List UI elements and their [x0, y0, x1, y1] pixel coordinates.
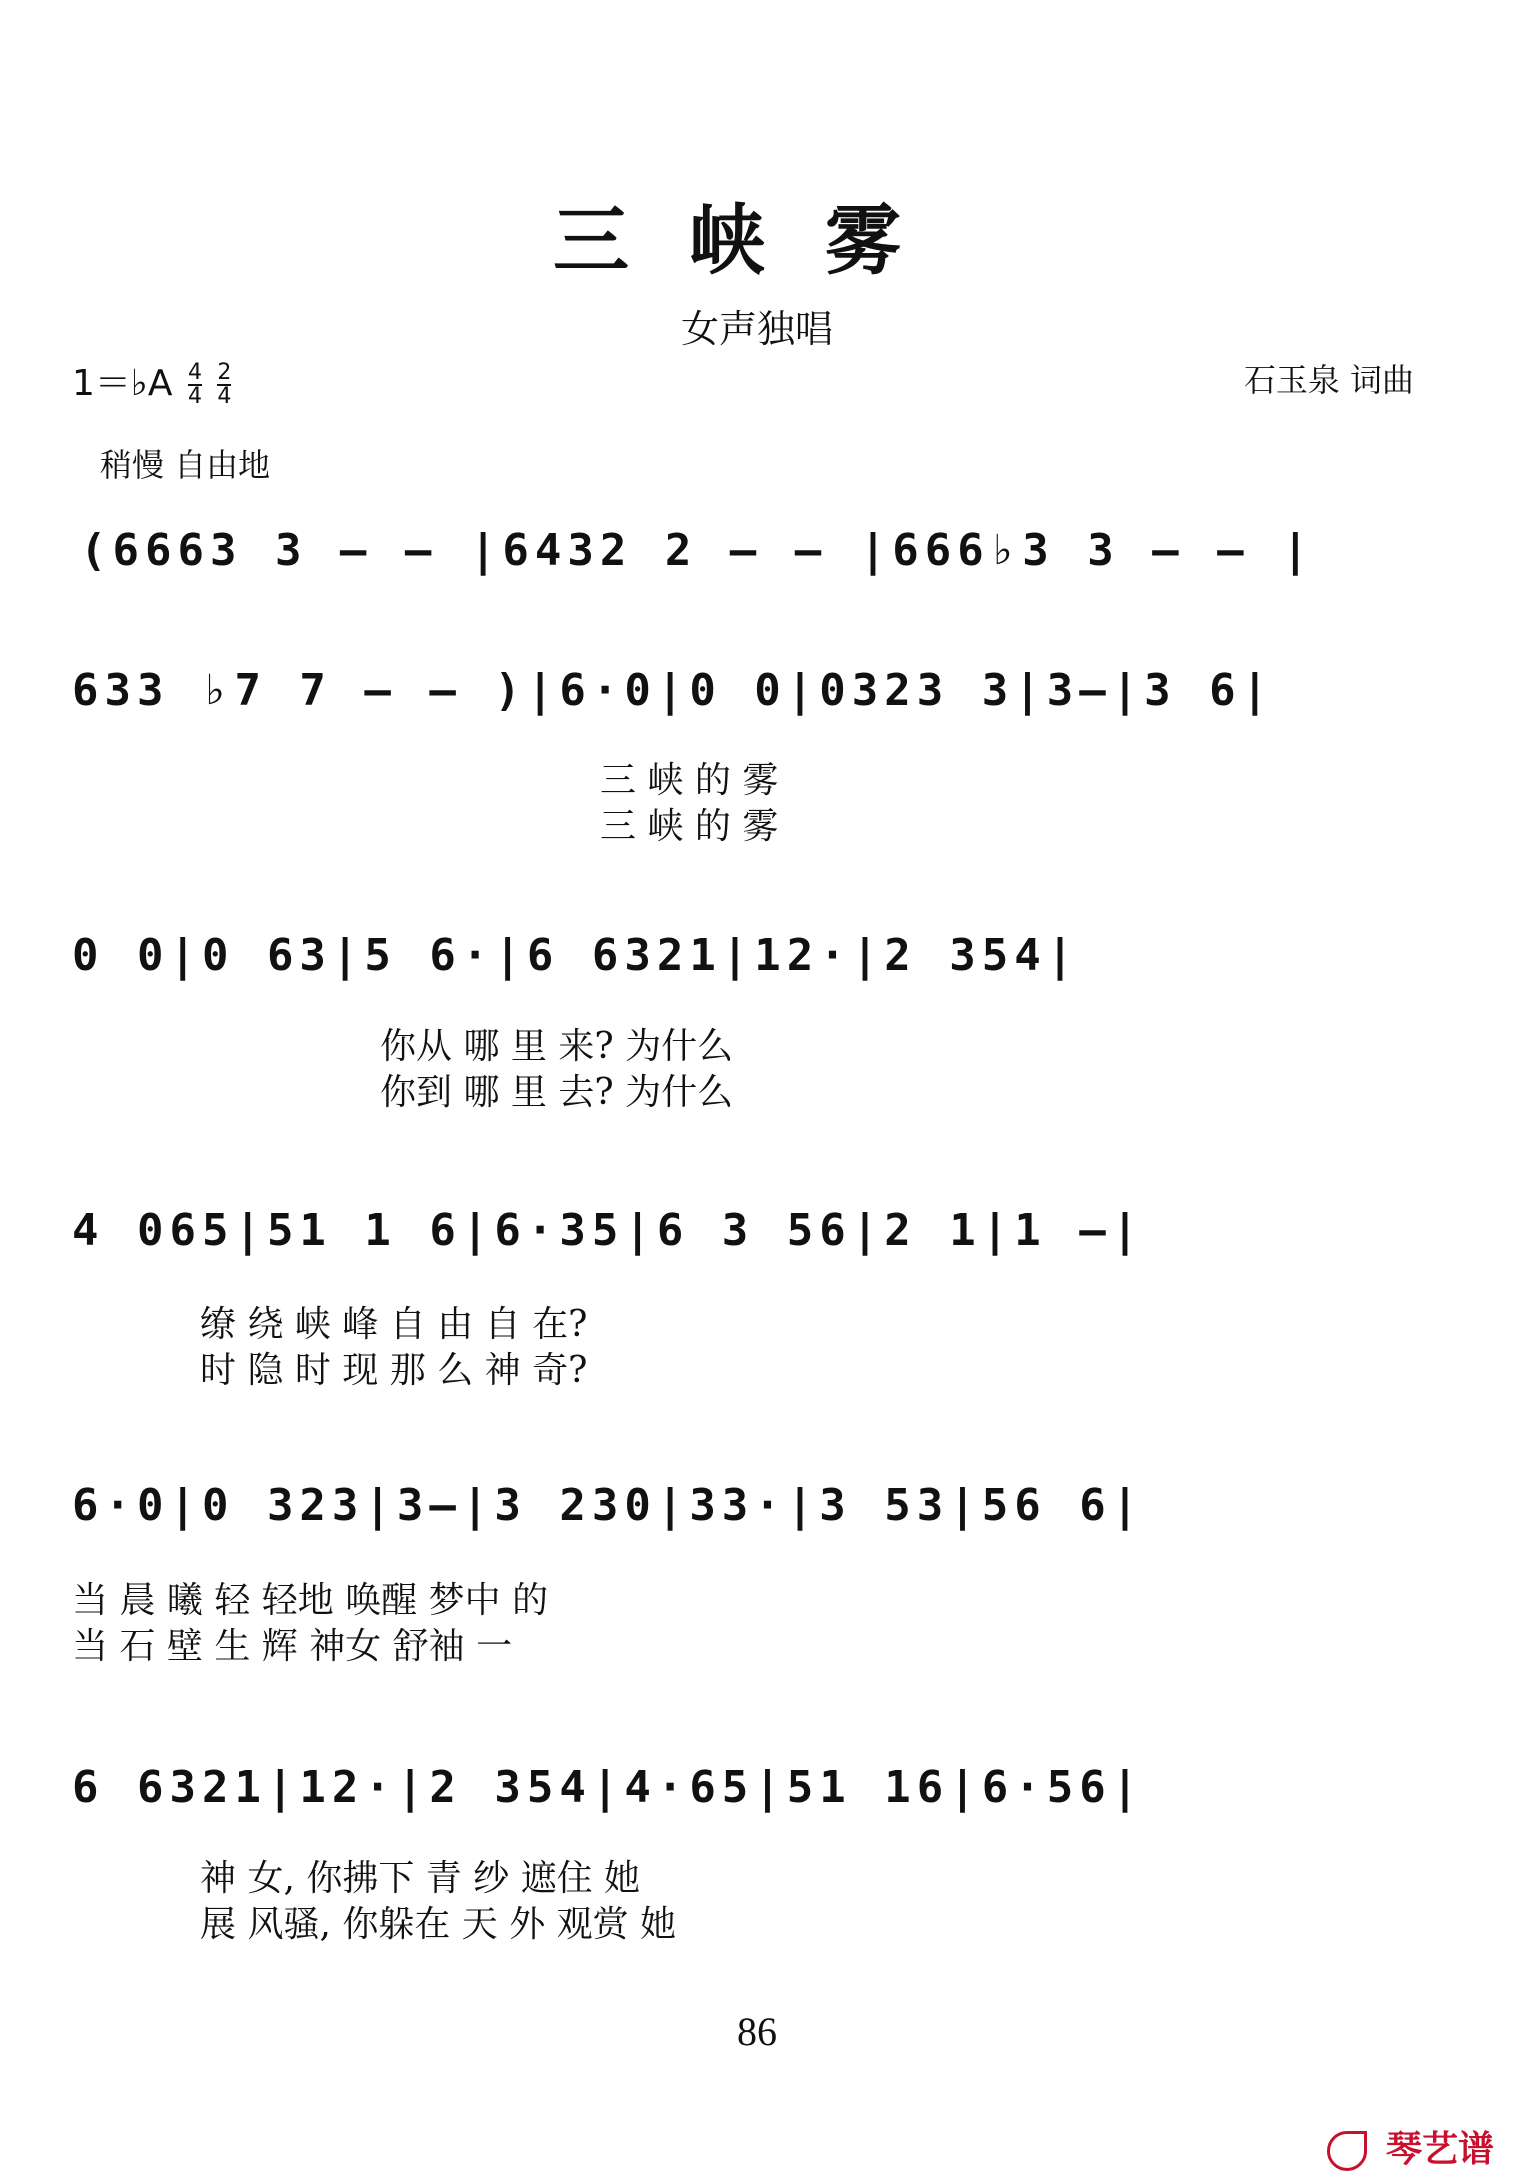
lyrics-system-2-verse-2: 三 峡 的 雾 — [600, 806, 779, 847]
lyrics-system-3-verse-1: 你从 哪 里 来? 为什么 — [380, 1026, 734, 1067]
notation-system-6: 6 6321|12·|2 354|4·65|51 16|6·56| — [72, 1762, 1145, 1813]
meter-4-4: $\frac{4}{4}$ — [187, 360, 202, 409]
notation-system-2: 633 ♭7 7 — — )|6·0|0 0|0323 3|3—|3 6| — [72, 665, 1275, 716]
key-signature — [72, 355, 231, 408]
meter-2-4: $\frac{2}{4}$ — [217, 360, 232, 409]
lyrics-system-2-verse-1: 三 峡 的 雾 — [600, 760, 779, 801]
lyrics-system-4-verse-2: 时 隐 时 现 那 么 神 奇? — [200, 1350, 588, 1391]
notation-system-3: 0 0|0 63|5 6·|6 6321|12·|2 354| — [72, 930, 1080, 981]
lyrics-system-6-verse-2: 展 风骚, 你躲在 天 外 观赏 她 — [200, 1904, 677, 1945]
watermark-text: 琴艺谱 — [1385, 2129, 1494, 2170]
lyrics-system-4-verse-1: 缭 绕 峡 峰 自 由 自 在? — [200, 1304, 588, 1345]
song-subtitle: 女声独唱 — [680, 307, 833, 351]
song-title: 三峡雾 — [553, 196, 961, 285]
watermark-logo — [1327, 2121, 1494, 2172]
lyrics-system-5-verse-1: 当 晨 曦 轻 轻地 唤醒 梦中 的 — [72, 1580, 549, 1621]
notation-system-1: (6663 3 — — |6432 2 — — |666♭3 3 — — | — [80, 525, 1315, 576]
page-number: 86 — [737, 2009, 777, 2054]
notation-system-5: 6·0|0 323|3—|3 230|33·|3 53|56 6| — [72, 1480, 1145, 1531]
key-label: 1＝♭A — [72, 363, 173, 404]
tempo-marking: 稍慢 自由地 — [100, 446, 271, 484]
notation-system-4: 4 065|51 1 6|6·35|6 3 56|2 1|1 —| — [72, 1205, 1145, 1256]
lyrics-system-5-verse-2: 当 石 壁 生 辉 神女 舒袖 一 — [72, 1626, 513, 1667]
lyrics-system-3-verse-2: 你到 哪 里 去? 为什么 — [380, 1072, 734, 1113]
logo-icon — [1327, 2131, 1367, 2171]
composer-credit: 石玉泉 词曲 — [1243, 361, 1414, 399]
lyrics-system-6-verse-1: 神 女, 你拂下 青 纱 遮住 她 — [200, 1858, 641, 1899]
